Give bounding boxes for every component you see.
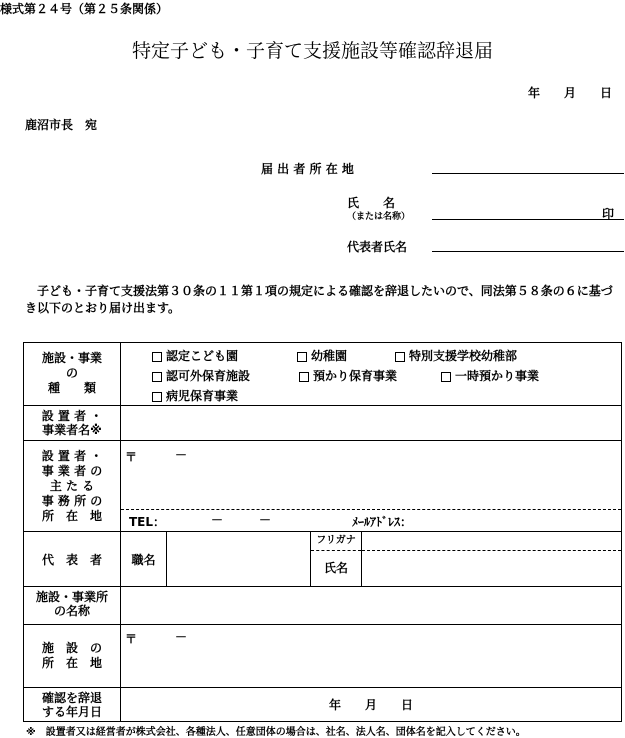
submission-date: 年 月 日 <box>528 86 613 100</box>
withdraw-date-field[interactable]: 年 月 日 <box>121 688 622 722</box>
addressee: 鹿沼市長 宛 <box>25 118 98 132</box>
checkbox-icon[interactable] <box>152 372 162 382</box>
applicant-name-line[interactable] <box>432 219 624 220</box>
postal-mark: 〒 <box>125 450 138 464</box>
job-title-field[interactable] <box>167 532 311 587</box>
page-title: 特定子ども・子育て支援施設等確認辞退届 <box>131 40 493 62</box>
option-kodomoen[interactable]: 認定こども園 <box>152 347 238 364</box>
founder-label: 設 置 者 ・ 事業者名※ <box>24 406 121 441</box>
form-table <box>23 342 622 722</box>
applicant-address-line[interactable] <box>432 173 624 174</box>
facility-address-label: 施 設 の 所 在 地 <box>24 625 121 688</box>
row-facility-name <box>24 587 622 625</box>
checkbox-icon[interactable] <box>299 372 309 382</box>
email-label: ﾒｰﾙｱﾄﾞﾚｽ： <box>352 515 413 529</box>
postal-mark: 〒 <box>125 632 138 646</box>
applicant-name-sub: （または名称） <box>347 212 411 222</box>
rep-name-fields[interactable] <box>362 532 622 587</box>
seal-mark: 印 <box>602 207 615 221</box>
rep-name-field <box>362 551 621 586</box>
option-kindergarten[interactable]: 幼稚園 <box>297 347 347 364</box>
rep-name-labels <box>311 532 362 587</box>
row-representative <box>24 532 622 587</box>
footnote: ※ 設置者又は経営者が株式会社、各種法人、任意団体の場合は、社名、法人名、団体名を記入してください。 <box>26 727 526 738</box>
rep-name-label: 氏名 <box>323 561 348 575</box>
option-special-school[interactable]: 特別支援学校幼稚部 <box>395 347 517 364</box>
facility-name-field[interactable] <box>121 587 622 625</box>
row-founder <box>24 406 622 441</box>
applicant-address-label: 届 出 者 所 在 地 <box>261 162 354 176</box>
tel-dashes: － － <box>211 513 272 527</box>
representative-row-label: 代 表 者 <box>24 532 121 587</box>
representative-line[interactable] <box>432 251 624 252</box>
facility-name-label: 施設・事業所 の名称 <box>24 587 121 625</box>
checkbox-icon[interactable] <box>297 352 307 362</box>
tel-label: TEL： <box>129 515 166 529</box>
applicant-name-label: 氏 名 <box>347 196 396 210</box>
option-unlicensed-nursery[interactable]: 認可外保育施設 <box>152 367 250 384</box>
furigana-field <box>362 532 621 551</box>
option-sick-child-care[interactable]: 病児保育事業 <box>152 387 238 404</box>
row-withdraw-date <box>24 688 622 722</box>
facility-type-label: 施設・事業 の 種 類 <box>24 343 121 406</box>
office-label: 設 置 者 ・ 事 業 者 の 主 た る 事 務 所 の 所 在 地 <box>24 441 121 532</box>
founder-field[interactable] <box>121 406 622 441</box>
office-field[interactable] <box>121 441 622 532</box>
row-office <box>24 441 622 532</box>
form-id: 様式第２４号（第２５条関係） <box>0 2 169 16</box>
option-temporary-care[interactable]: 一時預かり事業 <box>441 367 539 384</box>
withdraw-date-label: 確認を辞退 する年月日 <box>24 688 121 722</box>
representative-label: 代表者氏名 <box>347 240 408 254</box>
checkbox-icon[interactable] <box>152 392 162 402</box>
job-title-label: 職名 <box>121 532 167 587</box>
row-facility-type <box>24 343 622 406</box>
divider <box>121 509 621 510</box>
furigana-label: フリガナ <box>311 532 361 551</box>
facility-type-options <box>121 343 622 406</box>
postal-dash: － <box>175 448 188 462</box>
checkbox-icon[interactable] <box>395 352 405 362</box>
row-facility-address <box>24 625 622 688</box>
checkbox-icon[interactable] <box>152 352 162 362</box>
body-text: 子ども・子育て支援法第３０条の１１第１項の規定による確認を辞退したいので、同法第５８条の６に基づき以下のとおり届け出ます。 <box>25 284 613 315</box>
postal-dash: － <box>175 630 188 644</box>
option-extended-care[interactable]: 預かり保育事業 <box>299 367 397 384</box>
checkbox-icon[interactable] <box>441 372 451 382</box>
facility-address-field[interactable] <box>121 625 622 688</box>
